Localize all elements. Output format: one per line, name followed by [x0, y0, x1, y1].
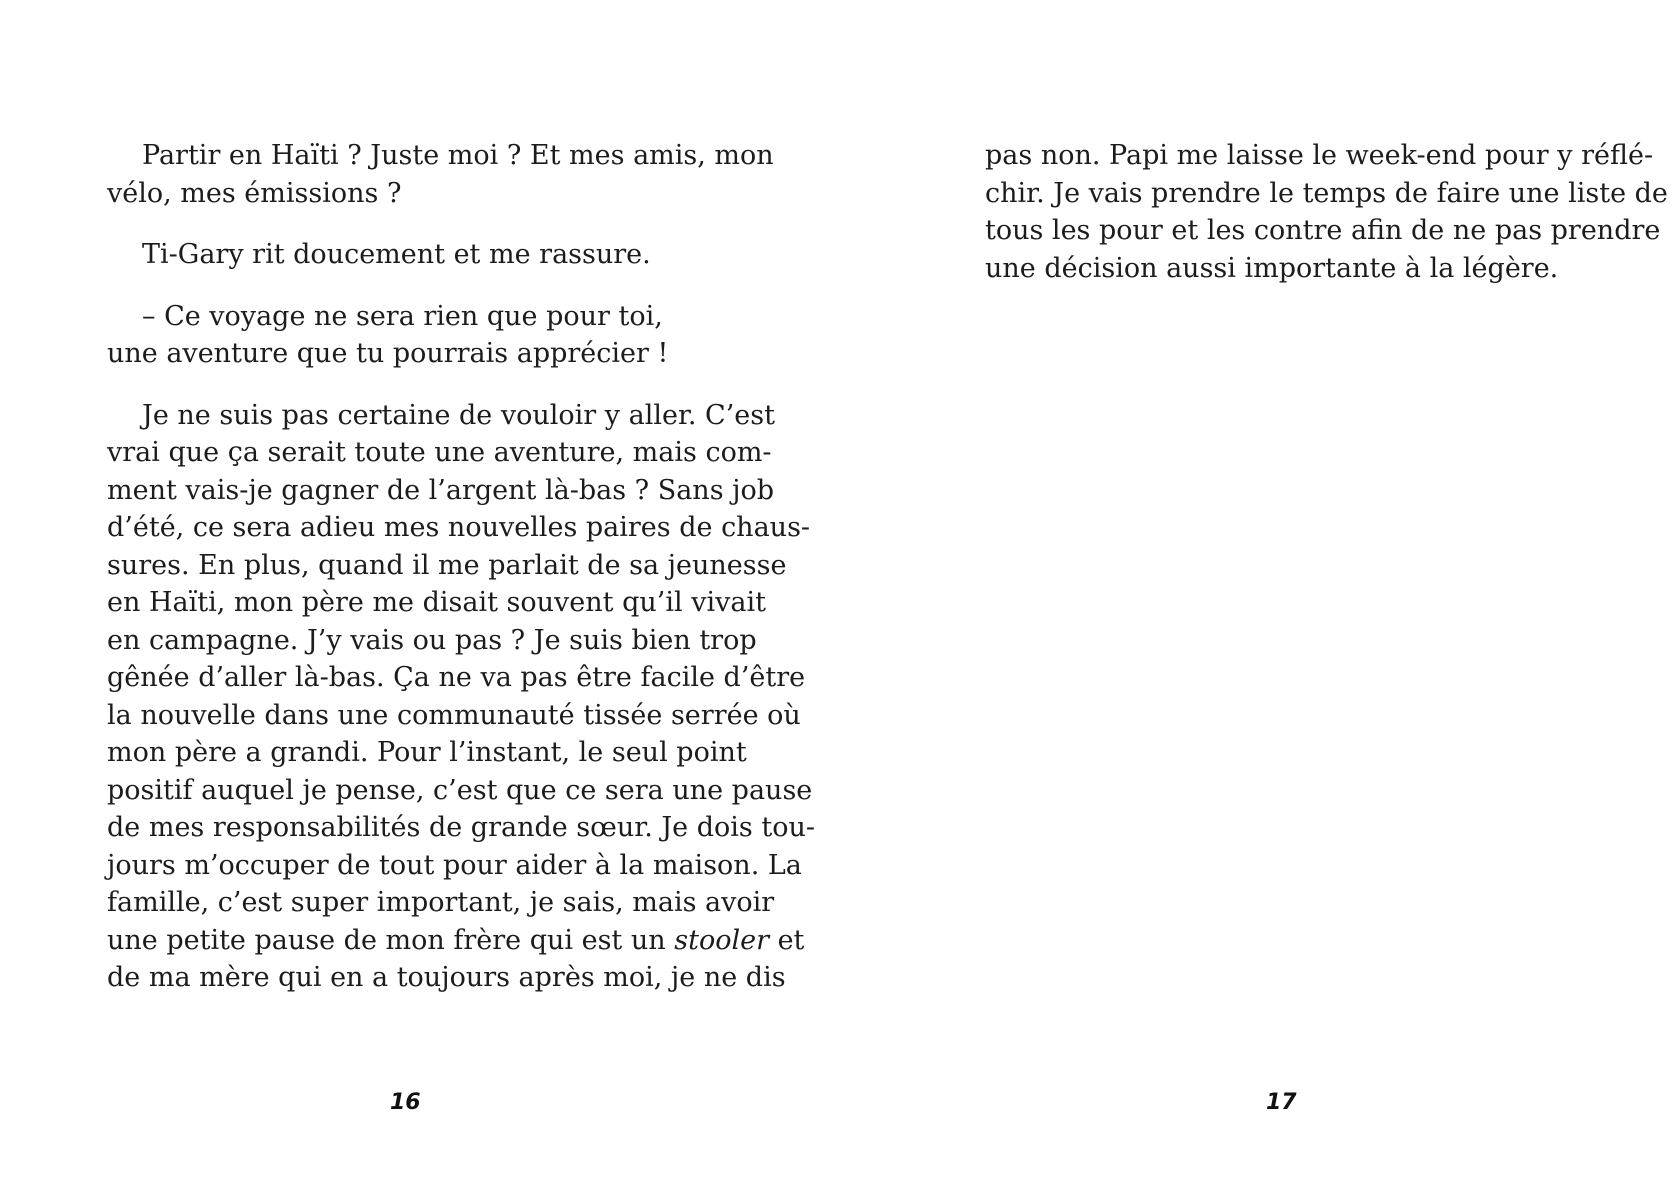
text-line: mon père a grandi. Pour l’instant, le seul point	[107, 737, 747, 768]
italic-word: stooler	[674, 924, 769, 956]
text-line: vélo, mes émissions ?	[107, 177, 402, 209]
text-line: sures. En plus, quand il me parlait de sa jeunesse	[107, 549, 787, 581]
paragraph-gap	[107, 212, 697, 236]
text-segment: et	[768, 924, 805, 956]
page-number: 17	[1266, 1090, 1297, 1115]
text-line: pas non. Papi me laisse le week-end pour y réflé-	[985, 140, 1654, 171]
right-page-text	[985, 137, 1668, 287]
text-line: ment vais-je gagner de l’argent là-bas ? Sans job	[107, 474, 775, 506]
text-line-with-italic	[107, 922, 805, 960]
text-segment: une petite pause de mon frère qui est un	[107, 924, 675, 956]
text-line: Partir en Haïti ? Juste moi ? Et mes amis, mon	[142, 140, 774, 171]
text-line: la nouvelle dans une communauté tissée serrée où	[107, 699, 801, 731]
text-line: vrai que ça serait toute une aventure, mais com-	[107, 437, 772, 468]
text-line: famille, c’est super important, je sais, mais avoir	[107, 887, 775, 918]
text-line: tous les pour et les contre afin de ne pas prendre	[985, 215, 1661, 246]
text-line: en Haïti, mon père me disait souvent qu’il vivait	[107, 587, 766, 618]
text-line: Ti-Gary rit doucement et me rassure.	[142, 239, 651, 270]
text-line: positif auquel je pense, c’est que ce sera une pause	[107, 774, 813, 806]
text-line: de mes responsabilités de grande sœur. Je dois tou-	[107, 812, 815, 843]
text-line: en campagne. J’y vais ou pas ? Je suis bien trop	[107, 624, 757, 656]
right-page	[837, 0, 1674, 1200]
text-line: chir. Je vais prendre le temps de faire une liste de	[985, 177, 1668, 209]
text-line: une décision aussi importante à la légère.	[985, 252, 1559, 284]
text-line: de ma mère qui en a toujours après moi, je ne dis	[107, 962, 786, 993]
left-page-text	[107, 137, 815, 997]
paragraph-gap	[107, 373, 697, 397]
text-line: Je ne suis pas certaine de vouloir y aller. C’est	[142, 399, 775, 431]
page-number: 16	[390, 1090, 421, 1115]
text-line: d’été, ce sera adieu mes nouvelles paires de chaus-	[107, 512, 811, 543]
text-line: jours m’occuper de tout pour aider à la maison. La	[107, 849, 802, 881]
dialogue-line: une aventure que tu pourrais apprécier !	[107, 338, 669, 369]
text-line: gênée d’aller là-bas. Ça ne va pas être facile d’être	[107, 662, 806, 693]
dialogue-line: – Ce voyage ne sera rien que pour toi,	[142, 300, 663, 332]
paragraph-gap	[107, 274, 697, 298]
